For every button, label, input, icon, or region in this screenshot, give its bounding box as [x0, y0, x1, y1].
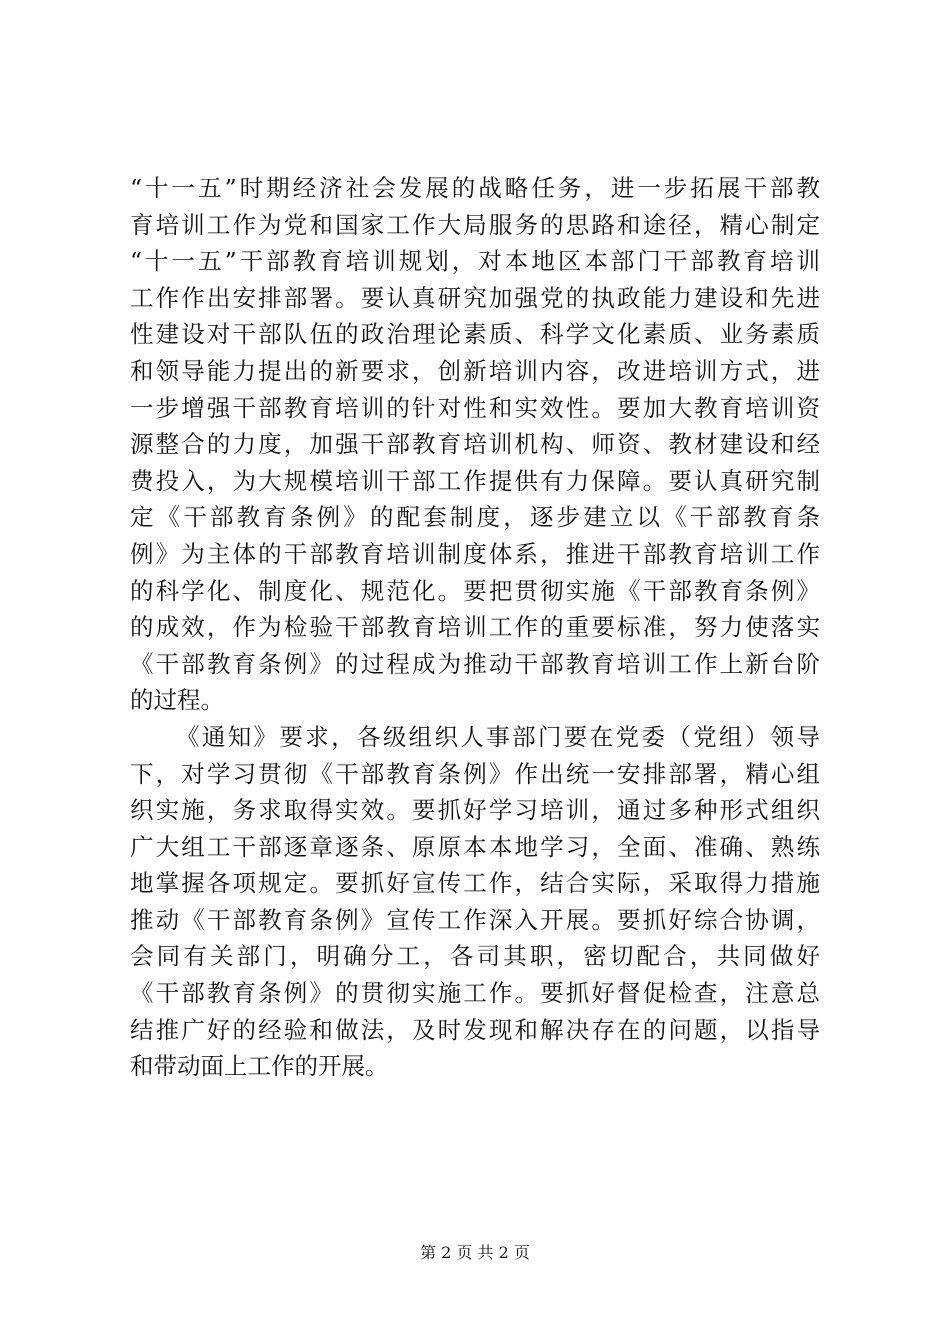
text-line: 育培训工作为党和国家工作大局服务的思路和途径，精心制定 — [130, 210, 820, 239]
text-line: 一步增强干部教育培训的针对性和实效性。要加大教育培训资 — [130, 393, 820, 422]
text-line: 源整合的力度，加强干部教育培训机构、师资、教材建设和经 — [130, 430, 820, 459]
page-number-footer: 第 2 页 共 2 页 — [420, 1243, 530, 1262]
text-line: 性建设对干部队伍的政治理论素质、科学文化素质、业务素质 — [130, 320, 820, 349]
text-line: 和领导能力提出的新要求，创新培训内容，改进培训方式，进 — [130, 356, 820, 385]
text-line: 的成效，作为检验干部教育培训工作的重要标准，努力使落实 — [130, 613, 820, 642]
text-line: 地掌握各项规定。要抓好宣传工作，结合实际，采取得力措施 — [130, 869, 820, 898]
text-line: 《干部教育条例》的过程成为推动干部教育培训工作上新台阶 — [130, 649, 820, 678]
text-line: 下，对学习贯彻《干部教育条例》作出统一安排部署，精心组 — [130, 759, 820, 788]
text-line: 织实施，务求取得实效。要抓好学习培训，通过多种形式组织 — [130, 796, 820, 825]
text-line: 结推广好的经验和做法，及时发现和解决存在的问题，以指导 — [130, 1015, 820, 1044]
text-line: 《干部教育条例》的贯彻实施工作。要抓好督促检查，注意总 — [130, 979, 820, 1008]
body-text — [130, 170, 820, 1085]
text-line: 的过程。 — [130, 686, 224, 715]
text-line: 费投入，为大规模培训干部工作提供有力保障。要认真研究制 — [130, 466, 820, 495]
text-line: “十一五”干部教育培训规划，对本地区本部门干部教育培训 — [130, 247, 820, 276]
text-line: 广大组工干部逐章逐条、原原本本地学习，全面、准确、熟练 — [130, 832, 820, 861]
text-line: “十一五”时期经济社会发展的战略任务，进一步拓展干部教 — [130, 174, 820, 202]
text-line: 会同有关部门，明确分工，各司其职，密切配合，共同做好 — [130, 942, 820, 971]
text-line: 的科学化、制度化、规范化。要把贯彻实施《干部教育条例》 — [130, 576, 820, 605]
text-line: 例》为主体的干部教育培训制度体系，推进干部教育培训工作 — [130, 539, 820, 568]
paragraph-2 — [130, 719, 820, 1085]
text-line: 和带动面上工作的开展。 — [130, 1052, 389, 1081]
text-line: 《通知》要求，各级组织人事部门要在党委（党组）领导 — [176, 722, 820, 751]
text-line: 推动《干部教育条例》宣传工作深入开展。要抓好综合协调， — [130, 905, 820, 934]
text-line: 工作作出安排部署。要认真研究加强党的执政能力建设和先进 — [130, 283, 820, 312]
paragraph-1 — [130, 170, 820, 719]
text-line: 定《干部教育条例》的配套制度，逐步建立以《干部教育条 — [130, 503, 820, 532]
